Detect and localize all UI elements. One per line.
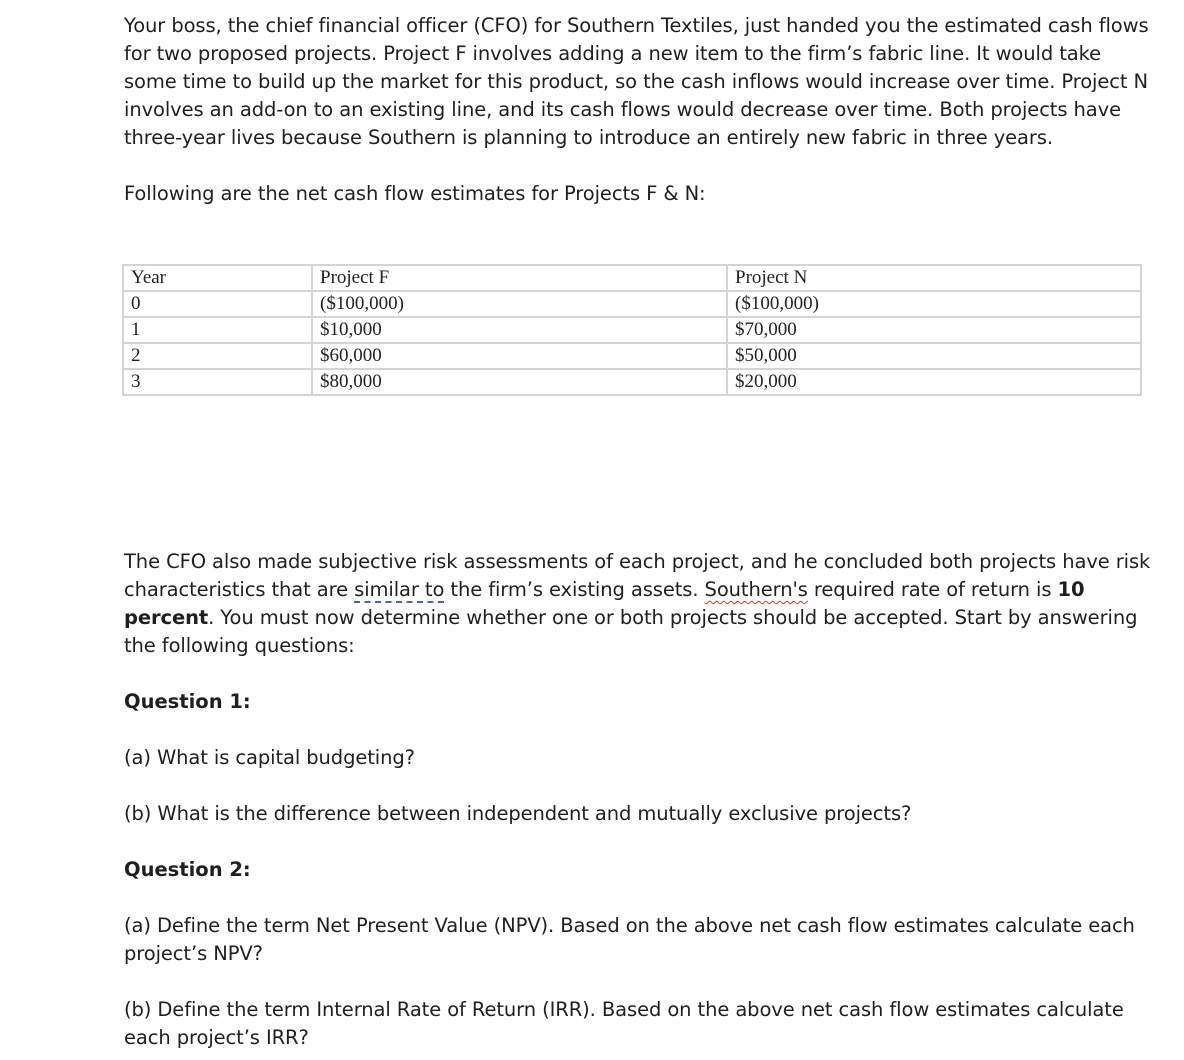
table-header-row [123,265,1141,291]
question-1b: (b) What is the difference between independent and mutually exclusive projects? [124,802,912,825]
cell-year: 3 [123,369,312,395]
cell-project-n: ($100,000) [727,291,1141,317]
table-row [123,343,1141,369]
cell-project-f: ($100,000) [312,291,727,317]
cell-project-n: $50,000 [727,343,1141,369]
cell-project-f: $60,000 [312,343,727,369]
header-year: Year [123,265,312,291]
cash-flow-table-container [122,264,1142,396]
document-body [124,12,1154,208]
table-lead-in: Following are the net cash flow estimates for Projects F & N: [124,182,706,205]
question-2a: (a) Define the term Net Present Value (NPV). Based on the above net cash flow estimates calculate each project’s NPV? [124,914,1135,965]
header-project-f: Project F [312,265,727,291]
question-1-heading: Question 1: [124,690,251,713]
cell-year: 1 [123,317,312,343]
required-rate: 10 percent [124,578,1085,629]
risk-text-4: . You must now determine whether one or both projects should be accepted. Start by answering the following questions: [124,606,1138,657]
risk-text-1: The CFO also made subjective risk assessments of each project, and he concluded both projects have risk characteristics that are [124,550,1151,601]
grammar-suggestion-phrase[interactable]: similar to [354,578,445,601]
question-2b: (b) Define the term Internal Rate of Return (IRR). Based on the above net cash flow estimates calculate each project’s IRR? [124,998,1124,1049]
cell-project-f: $10,000 [312,317,727,343]
cell-project-n: $70,000 [727,317,1141,343]
question-1a: (a) What is capital budgeting? [124,746,415,769]
risk-paragraph [124,548,1164,660]
questions-section [124,548,1164,1052]
table-row [123,369,1141,395]
risk-text-2: the firm’s existing assets. [444,578,705,601]
cell-project-n: $20,000 [727,369,1141,395]
intro-paragraph: Your boss, the chief financial officer (CFO) for Southern Textiles, just handed you the estimated cash flows for two proposed projects. Project F involves adding a new item to the firm’s fabric line. It would take some time to build up the market for this product, so the cash inflows would increase over time. Project N involves an add-on to an existing line, and its cash flows would decrease over time. Both projects have three-year lives because Southern is planning to introduce an entirely new fabric in three years. [124,14,1149,149]
table-row [123,317,1141,343]
header-project-n: Project N [727,265,1141,291]
cell-year: 0 [123,291,312,317]
cell-year: 2 [123,343,312,369]
cell-project-f: $80,000 [312,369,727,395]
table-row [123,291,1141,317]
spelling-flagged-word[interactable]: Southern's [704,578,808,601]
risk-text-3: required rate of return is [807,578,1058,601]
question-2-heading: Question 2: [124,858,251,881]
cash-flow-table [122,264,1142,396]
